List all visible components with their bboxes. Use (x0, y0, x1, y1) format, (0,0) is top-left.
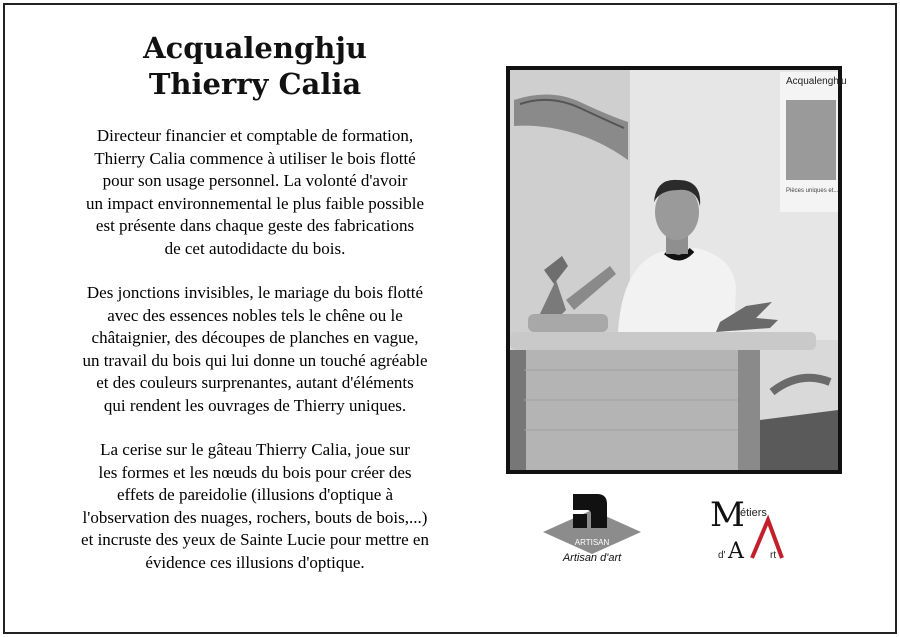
text-line: avec des essences nobles tels le chêne ou le (107, 305, 403, 325)
photo-illustration (510, 70, 847, 470)
metiers-a: A (728, 539, 744, 564)
paragraph-2 (20, 282, 490, 417)
text-line: La cerise sur le gâteau Thierry Calia, joue sur (100, 440, 410, 459)
metiers-word: étiers (740, 507, 767, 519)
paragraph-1 (20, 125, 490, 260)
text-line: les formes et les nœuds du bois pour créer des (98, 462, 412, 482)
poster-subtitle: Pièces uniques et... (786, 188, 839, 194)
text-line: un impact environnemental le plus faible possible (85, 193, 425, 213)
body-text (20, 125, 490, 596)
text-line: effets de pareidolie (illusions d'optique à (116, 485, 394, 504)
text-line: l'observation des nuages, rochers, bouts de bois,...) (82, 507, 428, 527)
metiers-m: M (710, 495, 745, 535)
text-line: Des jonctions invisibles, le mariage du bois flotté (86, 283, 424, 302)
text-line: de cet autodidacte du bois. (164, 238, 346, 258)
text-line: et des couleurs surprenantes, autant d'éléments (96, 373, 414, 392)
text-line: est présente dans chaque geste des fabrications (95, 216, 415, 235)
counter-body (524, 350, 758, 470)
metiers-d: d' (718, 550, 726, 561)
title-line-1: Acqualenghju (143, 31, 367, 65)
title-line-2: Thierry Calia (148, 67, 362, 101)
text-line: un travail du bois qui lui donne un touché agréable (82, 350, 428, 370)
artisan-photo (506, 66, 847, 474)
metiers-rt: rt (770, 550, 777, 561)
metiers-art-logo (708, 492, 788, 564)
text-line: Directeur financier et comptable de formation, (96, 126, 414, 145)
poster-title: Acqualenghju (786, 76, 847, 87)
text-line: Thierry Calia commence à utiliser le bois flotté (94, 148, 416, 168)
text-line: châtaignier, des découpes de planches en vague, (91, 328, 419, 347)
text-line: pour son usage personnel. La volonté d'avoir (102, 171, 408, 190)
counter-top (510, 332, 816, 350)
text-line: et incruste des yeux de Sainte Lucie pour mettre en (81, 530, 429, 549)
page-title (70, 30, 440, 102)
text-line: qui rendent les ouvrages de Thierry uniques. (103, 395, 407, 415)
artisan-caption: Artisan d'art (562, 552, 622, 564)
metiers-red-a (752, 520, 782, 558)
text-line: évidence ces illusions d'optique. (145, 552, 365, 572)
artisan-badge-text: ARTISAN (574, 538, 610, 547)
paragraph-3 (20, 439, 490, 574)
